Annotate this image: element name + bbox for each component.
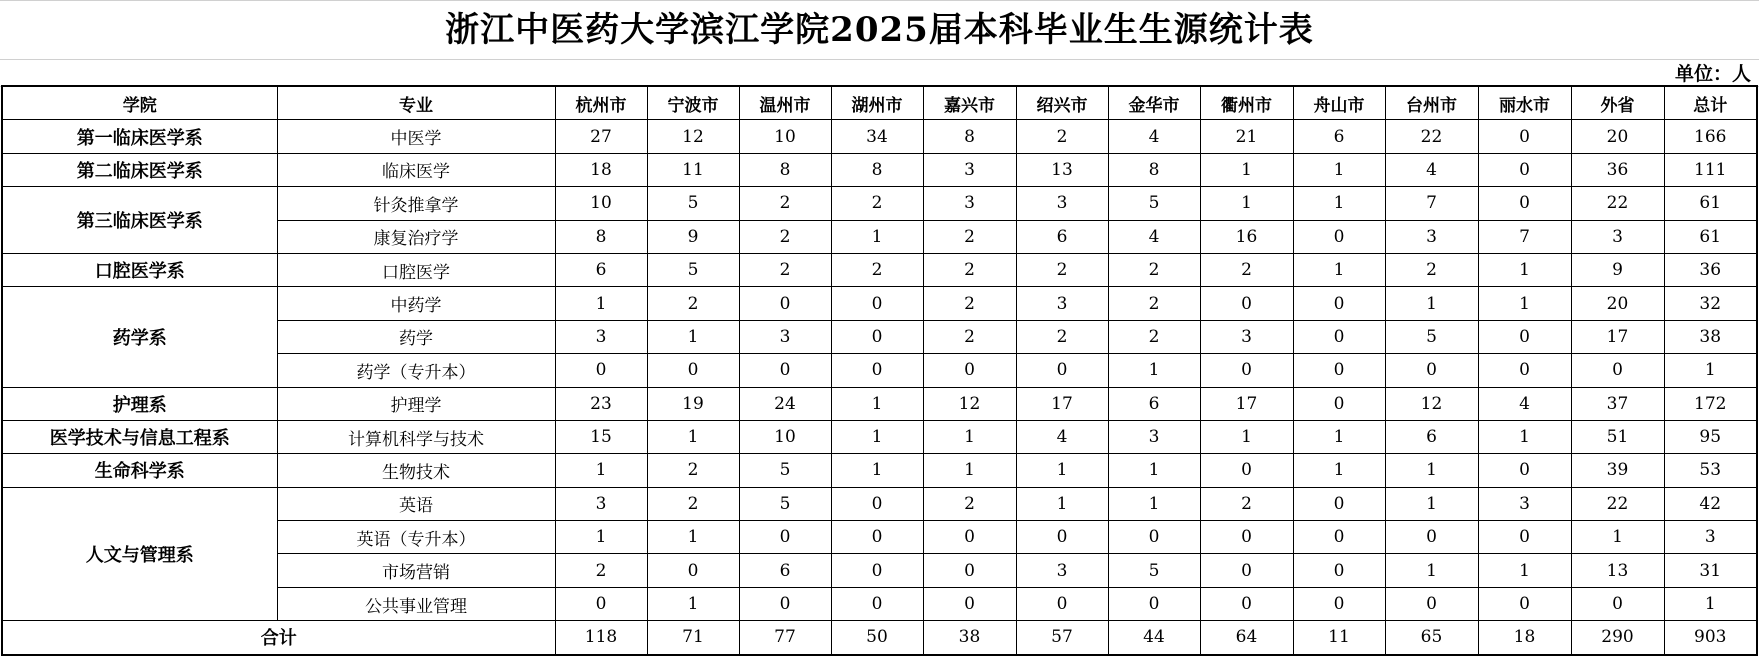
value-cell: 7 xyxy=(1385,187,1478,220)
value-cell: 1 xyxy=(647,420,739,453)
value-cell: 0 xyxy=(1200,521,1293,554)
value-cell: 39 xyxy=(1571,454,1664,487)
college-cell: 医学技术与信息工程系 xyxy=(2,420,277,453)
value-cell: 22 xyxy=(1571,187,1664,220)
value-cell: 8 xyxy=(739,153,831,186)
value-cell: 5 xyxy=(647,187,739,220)
value-cell: 2 xyxy=(1108,320,1200,353)
college-cell: 口腔医学系 xyxy=(2,253,277,286)
total-cell: 64 xyxy=(1200,621,1293,655)
value-cell: 0 xyxy=(923,587,1016,620)
value-cell: 4 xyxy=(1385,153,1478,186)
value-cell: 17 xyxy=(1016,387,1108,420)
unit-label: 单位：人 xyxy=(0,60,1759,87)
value-cell: 2 xyxy=(1385,253,1478,286)
value-cell: 1 xyxy=(831,420,923,453)
total-cell: 44 xyxy=(1108,621,1200,655)
value-cell: 3 xyxy=(1571,220,1664,253)
value-cell: 2 xyxy=(555,554,647,587)
value-cell: 3 xyxy=(1108,420,1200,453)
value-cell: 2 xyxy=(739,253,831,286)
value-cell: 6 xyxy=(739,554,831,587)
value-cell: 0 xyxy=(1293,587,1385,620)
total-label: 合计 xyxy=(2,621,555,655)
value-cell: 0 xyxy=(1016,354,1108,387)
value-cell: 0 xyxy=(1478,454,1571,487)
total-cell: 903 xyxy=(1664,621,1757,655)
value-cell: 1 xyxy=(647,587,739,620)
total-row xyxy=(2,621,1757,655)
value-cell: 0 xyxy=(739,287,831,320)
value-cell: 13 xyxy=(1571,554,1664,587)
value-cell: 0 xyxy=(1293,554,1385,587)
value-cell: 1 xyxy=(1293,454,1385,487)
value-cell: 1 xyxy=(1478,554,1571,587)
value-cell: 0 xyxy=(1293,487,1385,520)
value-cell: 1 xyxy=(923,420,1016,453)
value-cell: 1 xyxy=(555,287,647,320)
table-row xyxy=(2,153,1757,186)
value-cell: 1 xyxy=(647,521,739,554)
value-cell: 0 xyxy=(1571,587,1664,620)
value-cell: 1 xyxy=(1200,187,1293,220)
value-cell: 2 xyxy=(647,287,739,320)
value-cell: 0 xyxy=(1293,320,1385,353)
value-cell: 1 xyxy=(1385,287,1478,320)
value-cell: 42 xyxy=(1664,487,1757,520)
value-cell: 2 xyxy=(831,253,923,286)
value-cell: 0 xyxy=(1478,354,1571,387)
college-cell: 生命科学系 xyxy=(2,454,277,487)
value-cell: 19 xyxy=(647,387,739,420)
value-cell: 1 xyxy=(831,454,923,487)
value-cell: 0 xyxy=(1385,521,1478,554)
value-cell: 3 xyxy=(1478,487,1571,520)
major-cell: 药学 xyxy=(277,320,555,353)
value-cell: 3 xyxy=(1385,220,1478,253)
value-cell: 9 xyxy=(1571,253,1664,286)
value-cell: 3 xyxy=(555,487,647,520)
value-cell: 0 xyxy=(1200,587,1293,620)
major-cell: 公共事业管理 xyxy=(277,587,555,620)
value-cell: 13 xyxy=(1016,153,1108,186)
value-cell: 0 xyxy=(1385,354,1478,387)
value-cell: 3 xyxy=(923,153,1016,186)
value-cell: 8 xyxy=(923,120,1016,153)
value-cell: 1 xyxy=(1478,420,1571,453)
value-cell: 0 xyxy=(831,554,923,587)
statistics-table xyxy=(1,85,1758,656)
value-cell: 1 xyxy=(831,220,923,253)
value-cell: 0 xyxy=(555,354,647,387)
value-cell: 5 xyxy=(1385,320,1478,353)
value-cell: 0 xyxy=(923,521,1016,554)
value-cell: 9 xyxy=(647,220,739,253)
value-cell: 2 xyxy=(1016,253,1108,286)
table-row xyxy=(2,253,1757,286)
value-cell: 6 xyxy=(1016,220,1108,253)
value-cell: 4 xyxy=(1108,220,1200,253)
major-cell: 计算机科学与技术 xyxy=(277,420,555,453)
header-row xyxy=(2,86,1757,120)
value-cell: 0 xyxy=(1293,521,1385,554)
major-cell: 护理学 xyxy=(277,387,555,420)
total-cell: 38 xyxy=(923,621,1016,655)
value-cell: 24 xyxy=(739,387,831,420)
table-body xyxy=(2,120,1757,621)
value-cell: 2 xyxy=(739,187,831,220)
value-cell: 0 xyxy=(1478,320,1571,353)
value-cell: 2 xyxy=(1016,320,1108,353)
value-cell: 2 xyxy=(923,253,1016,286)
value-cell: 2 xyxy=(739,220,831,253)
value-cell: 22 xyxy=(1571,487,1664,520)
value-cell: 2 xyxy=(1200,487,1293,520)
college-cell: 护理系 xyxy=(2,387,277,420)
value-cell: 7 xyxy=(1478,220,1571,253)
value-cell: 1 xyxy=(1571,521,1664,554)
value-cell: 3 xyxy=(555,320,647,353)
value-cell: 95 xyxy=(1664,420,1757,453)
value-cell: 51 xyxy=(1571,420,1664,453)
value-cell: 3 xyxy=(923,187,1016,220)
total-cell: 77 xyxy=(739,621,831,655)
value-cell: 61 xyxy=(1664,187,1757,220)
value-cell: 0 xyxy=(1478,120,1571,153)
value-cell: 0 xyxy=(923,554,1016,587)
value-cell: 2 xyxy=(1200,253,1293,286)
value-cell: 36 xyxy=(1664,253,1757,286)
value-cell: 5 xyxy=(739,454,831,487)
value-cell: 0 xyxy=(1293,287,1385,320)
table-row xyxy=(2,454,1757,487)
value-cell: 6 xyxy=(1293,120,1385,153)
value-cell: 1 xyxy=(555,521,647,554)
value-cell: 166 xyxy=(1664,120,1757,153)
value-cell: 1 xyxy=(1478,287,1571,320)
value-cell: 12 xyxy=(923,387,1016,420)
college-cell: 人文与管理系 xyxy=(2,487,277,621)
value-cell: 1 xyxy=(1016,487,1108,520)
value-cell: 1 xyxy=(1293,420,1385,453)
major-cell: 英语（专升本） xyxy=(277,521,555,554)
major-cell: 中医学 xyxy=(277,120,555,153)
table-row xyxy=(2,487,1757,520)
major-cell: 临床医学 xyxy=(277,153,555,186)
value-cell: 0 xyxy=(1200,287,1293,320)
value-cell: 1 xyxy=(1385,487,1478,520)
college-cell: 药学系 xyxy=(2,287,277,387)
value-cell: 12 xyxy=(647,120,739,153)
value-cell: 2 xyxy=(1108,253,1200,286)
value-cell: 6 xyxy=(555,253,647,286)
value-cell: 1 xyxy=(1200,420,1293,453)
header-quzhou: 衢州市 xyxy=(1200,86,1293,120)
value-cell: 1 xyxy=(1108,454,1200,487)
value-cell: 1 xyxy=(1108,354,1200,387)
value-cell: 5 xyxy=(1108,554,1200,587)
value-cell: 4 xyxy=(1478,387,1571,420)
header-shaoxing: 绍兴市 xyxy=(1016,86,1108,120)
value-cell: 0 xyxy=(739,521,831,554)
header-hangzhou: 杭州市 xyxy=(555,86,647,120)
value-cell: 61 xyxy=(1664,220,1757,253)
header-other-province: 外省 xyxy=(1571,86,1664,120)
value-cell: 0 xyxy=(1293,354,1385,387)
value-cell: 5 xyxy=(739,487,831,520)
value-cell: 3 xyxy=(1664,521,1757,554)
header-wenzhou: 温州市 xyxy=(739,86,831,120)
value-cell: 2 xyxy=(1108,287,1200,320)
value-cell: 0 xyxy=(1478,587,1571,620)
value-cell: 0 xyxy=(647,554,739,587)
value-cell: 172 xyxy=(1664,387,1757,420)
major-cell: 针灸推拿学 xyxy=(277,187,555,220)
value-cell: 3 xyxy=(1200,320,1293,353)
value-cell: 11 xyxy=(647,153,739,186)
value-cell: 0 xyxy=(1293,220,1385,253)
total-cell: 118 xyxy=(555,621,647,655)
value-cell: 5 xyxy=(1108,187,1200,220)
value-cell: 0 xyxy=(1478,521,1571,554)
value-cell: 1 xyxy=(1478,253,1571,286)
value-cell: 18 xyxy=(555,153,647,186)
value-cell: 20 xyxy=(1571,287,1664,320)
value-cell: 1 xyxy=(1664,587,1757,620)
value-cell: 1 xyxy=(1016,454,1108,487)
value-cell: 1 xyxy=(923,454,1016,487)
value-cell: 8 xyxy=(555,220,647,253)
value-cell: 111 xyxy=(1664,153,1757,186)
table-title: 浙江中医药大学滨江学院2025届本科毕业生生源统计表 xyxy=(0,0,1759,60)
value-cell: 1 xyxy=(1385,554,1478,587)
value-cell: 1 xyxy=(647,320,739,353)
value-cell: 0 xyxy=(831,287,923,320)
value-cell: 32 xyxy=(1664,287,1757,320)
header-total: 总计 xyxy=(1664,86,1757,120)
value-cell: 4 xyxy=(1108,120,1200,153)
value-cell: 17 xyxy=(1571,320,1664,353)
value-cell: 34 xyxy=(831,120,923,153)
value-cell: 0 xyxy=(1200,454,1293,487)
header-jinhua: 金华市 xyxy=(1108,86,1200,120)
value-cell: 2 xyxy=(923,487,1016,520)
value-cell: 6 xyxy=(1385,420,1478,453)
value-cell: 1 xyxy=(1385,454,1478,487)
major-cell: 英语 xyxy=(277,487,555,520)
header-jiaxing: 嘉兴市 xyxy=(923,86,1016,120)
header-college: 学院 xyxy=(2,86,277,120)
college-cell: 第一临床医学系 xyxy=(2,120,277,153)
table-row xyxy=(2,420,1757,453)
value-cell: 0 xyxy=(739,354,831,387)
total-cell: 71 xyxy=(647,621,739,655)
total-cell: 18 xyxy=(1478,621,1571,655)
value-cell: 0 xyxy=(831,521,923,554)
value-cell: 2 xyxy=(647,487,739,520)
value-cell: 0 xyxy=(1385,587,1478,620)
value-cell: 0 xyxy=(1200,354,1293,387)
value-cell: 2 xyxy=(923,220,1016,253)
header-zhoushan: 舟山市 xyxy=(1293,86,1385,120)
value-cell: 17 xyxy=(1200,387,1293,420)
value-cell: 1 xyxy=(1664,354,1757,387)
value-cell: 3 xyxy=(739,320,831,353)
value-cell: 53 xyxy=(1664,454,1757,487)
total-cell: 65 xyxy=(1385,621,1478,655)
value-cell: 0 xyxy=(1478,153,1571,186)
value-cell: 0 xyxy=(1293,387,1385,420)
value-cell: 8 xyxy=(831,153,923,186)
total-cell: 50 xyxy=(831,621,923,655)
value-cell: 4 xyxy=(1016,420,1108,453)
value-cell: 1 xyxy=(555,454,647,487)
value-cell: 6 xyxy=(1108,387,1200,420)
value-cell: 16 xyxy=(1200,220,1293,253)
value-cell: 27 xyxy=(555,120,647,153)
value-cell: 8 xyxy=(1108,153,1200,186)
total-cell: 57 xyxy=(1016,621,1108,655)
value-cell: 0 xyxy=(647,354,739,387)
major-cell: 中药学 xyxy=(277,287,555,320)
value-cell: 23 xyxy=(555,387,647,420)
value-cell: 0 xyxy=(1108,587,1200,620)
college-cell: 第二临床医学系 xyxy=(2,153,277,186)
value-cell: 1 xyxy=(1108,487,1200,520)
value-cell: 0 xyxy=(1016,521,1108,554)
value-cell: 22 xyxy=(1385,120,1478,153)
value-cell: 0 xyxy=(555,587,647,620)
header-ningbo: 宁波市 xyxy=(647,86,739,120)
college-cell: 第三临床医学系 xyxy=(2,187,277,254)
value-cell: 36 xyxy=(1571,153,1664,186)
value-cell: 0 xyxy=(1478,187,1571,220)
header-lishui: 丽水市 xyxy=(1478,86,1571,120)
value-cell: 0 xyxy=(1200,554,1293,587)
table-row xyxy=(2,120,1757,153)
table-row xyxy=(2,287,1757,320)
total-cell: 290 xyxy=(1571,621,1664,655)
table-row xyxy=(2,387,1757,420)
value-cell: 31 xyxy=(1664,554,1757,587)
major-cell: 生物技术 xyxy=(277,454,555,487)
major-cell: 药学（专升本） xyxy=(277,354,555,387)
header-huzhou: 湖州市 xyxy=(831,86,923,120)
value-cell: 0 xyxy=(923,354,1016,387)
value-cell: 1 xyxy=(1200,153,1293,186)
table-row xyxy=(2,187,1757,220)
value-cell: 2 xyxy=(1016,120,1108,153)
value-cell: 2 xyxy=(831,187,923,220)
value-cell: 0 xyxy=(739,587,831,620)
value-cell: 15 xyxy=(555,420,647,453)
value-cell: 21 xyxy=(1200,120,1293,153)
value-cell: 2 xyxy=(647,454,739,487)
value-cell: 3 xyxy=(1016,554,1108,587)
value-cell: 12 xyxy=(1385,387,1478,420)
value-cell: 0 xyxy=(831,587,923,620)
total-cell: 11 xyxy=(1293,621,1385,655)
value-cell: 3 xyxy=(1016,287,1108,320)
value-cell: 2 xyxy=(923,287,1016,320)
value-cell: 10 xyxy=(555,187,647,220)
major-cell: 口腔医学 xyxy=(277,253,555,286)
value-cell: 0 xyxy=(831,487,923,520)
value-cell: 0 xyxy=(831,354,923,387)
value-cell: 10 xyxy=(739,120,831,153)
value-cell: 1 xyxy=(831,387,923,420)
value-cell: 1 xyxy=(1293,253,1385,286)
value-cell: 2 xyxy=(923,320,1016,353)
value-cell: 20 xyxy=(1571,120,1664,153)
major-cell: 康复治疗学 xyxy=(277,220,555,253)
value-cell: 0 xyxy=(1571,354,1664,387)
value-cell: 1 xyxy=(1293,187,1385,220)
value-cell: 10 xyxy=(739,420,831,453)
value-cell: 0 xyxy=(1016,587,1108,620)
header-major: 专业 xyxy=(277,86,555,120)
value-cell: 0 xyxy=(1108,521,1200,554)
value-cell: 37 xyxy=(1571,387,1664,420)
value-cell: 38 xyxy=(1664,320,1757,353)
value-cell: 1 xyxy=(1293,153,1385,186)
value-cell: 3 xyxy=(1016,187,1108,220)
value-cell: 5 xyxy=(647,253,739,286)
value-cell: 0 xyxy=(831,320,923,353)
header-taizhou: 台州市 xyxy=(1385,86,1478,120)
major-cell: 市场营销 xyxy=(277,554,555,587)
